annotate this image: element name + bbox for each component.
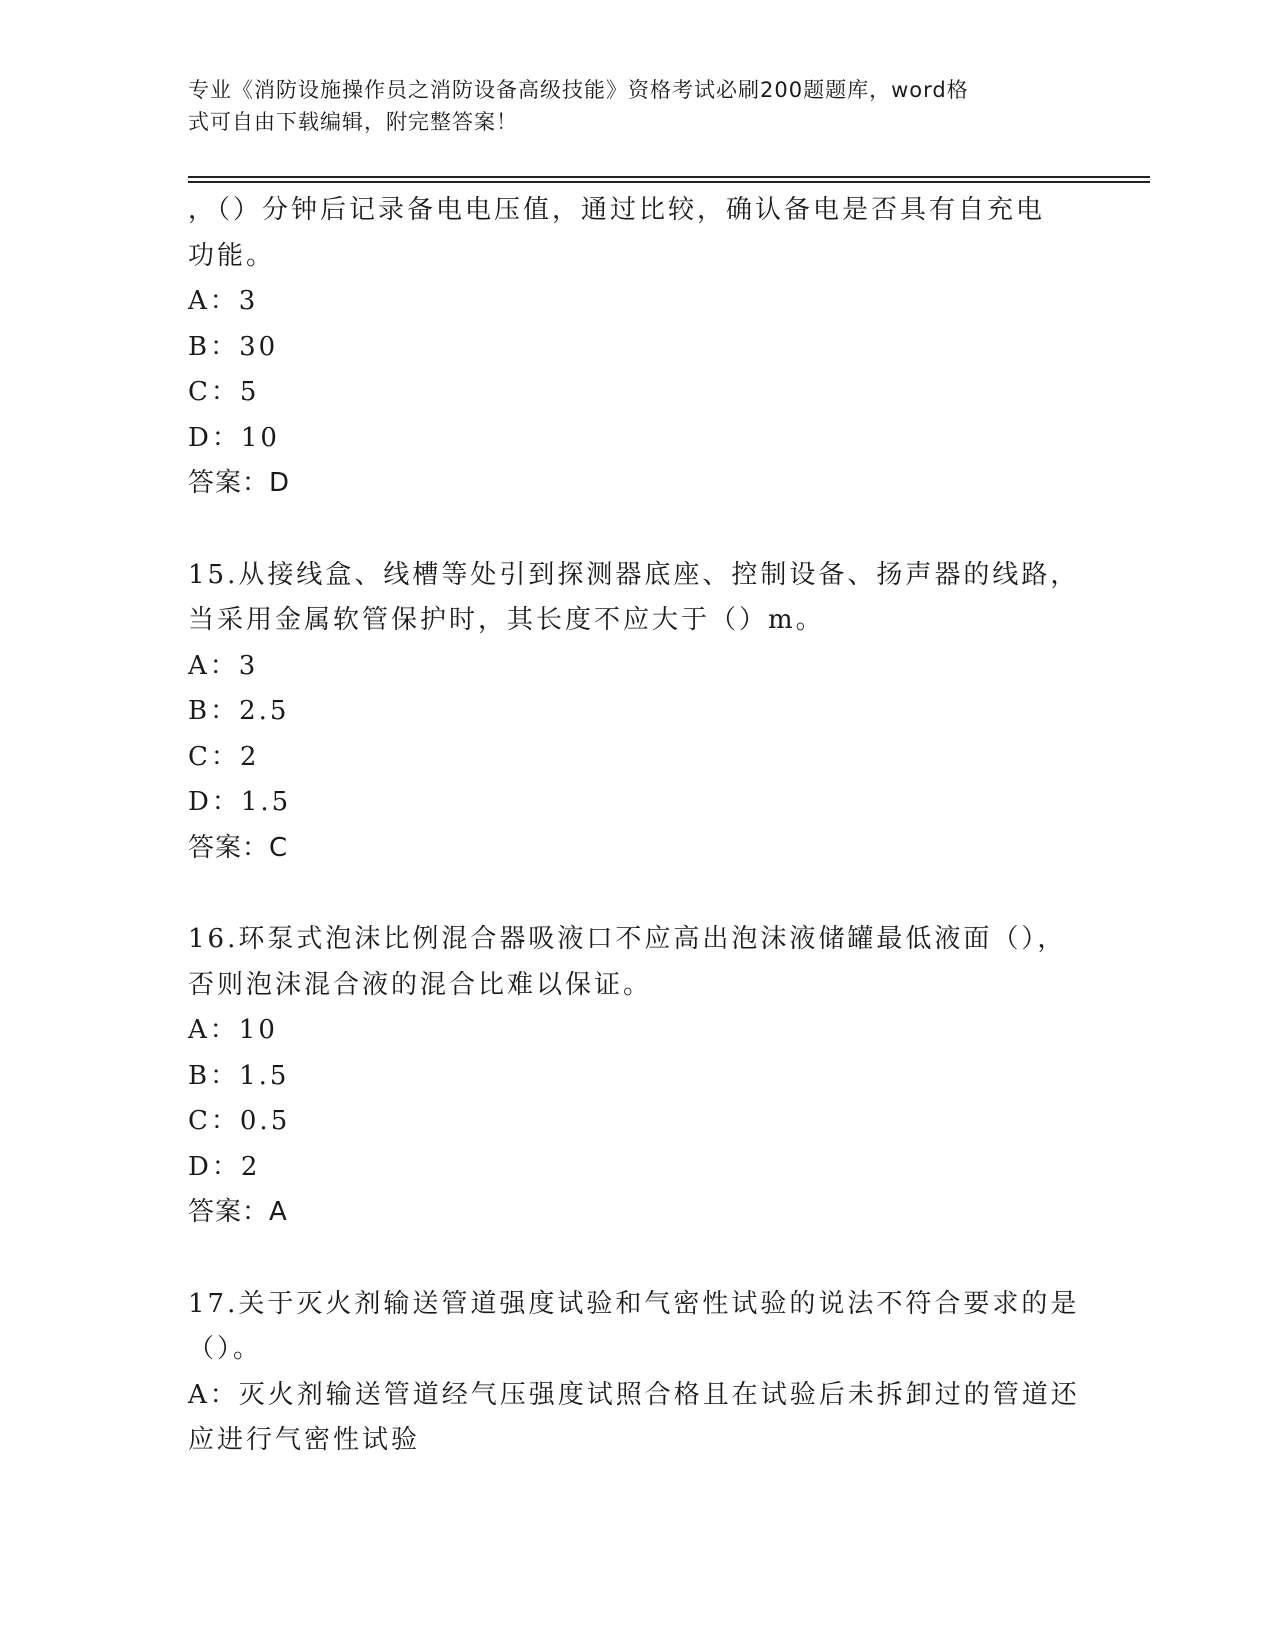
question-stem-line: 当采用金属软管保护时，其长度不应大于（）m。 — [188, 605, 825, 635]
option-b: B：1.5 — [188, 1060, 290, 1091]
question-spacer — [188, 507, 1088, 553]
question-list — [188, 188, 1088, 1464]
option-d: D：1.5 — [188, 787, 292, 817]
option-b: B：30 — [188, 331, 279, 362]
option-c: C：0.5 — [188, 1106, 291, 1136]
option-a: A：10 — [188, 1015, 278, 1045]
option-d: D：2 — [188, 1151, 261, 1182]
question-stem-line: ，（）分钟后记录备电电压值，通过比较，确认备电是否具有自充电 — [188, 195, 1046, 225]
question-14 — [188, 188, 1088, 507]
answer-line: 答案：D — [188, 468, 291, 498]
question-stem-line: 否则泡沫混合液的混合比难以保证。 — [188, 969, 653, 1000]
option-c: C：5 — [188, 377, 260, 407]
option-b: B：2.5 — [188, 696, 290, 726]
question-17 — [188, 1282, 1088, 1464]
question-16 — [188, 917, 1088, 1236]
question-stem-line: （）。 — [188, 1334, 263, 1364]
question-stem-line: 17.关于灭火剂输送管道强度试验和气密性试验的说法不符合要求的是 — [188, 1288, 1080, 1319]
document-header — [188, 74, 1068, 138]
question-stem-line: 16.环泵式泡沫比例混合器吸液口不应高出泡沫液储罐最低液面（）， — [188, 924, 1067, 954]
question-stem-line: 15.从接线盒、线槽等处引到探测器底座、控制设备、扬声器的线路， — [188, 559, 1080, 590]
header-line-2: 式可自由下载编辑，附完整答案！ — [188, 110, 518, 134]
option-a: A：3 — [188, 286, 259, 316]
option-a: A：3 — [188, 650, 259, 681]
option-c: C：2 — [188, 741, 260, 772]
question-stem-line: 功能。 — [188, 240, 276, 271]
question-spacer — [188, 871, 1088, 917]
answer-line: 答案：C — [188, 832, 289, 863]
option-a-continued: 应进行气密性试验 — [188, 1425, 421, 1455]
header-line-1: 专业《消防设施操作员之消防设备高级技能》资格考试必刷200题题库，word格 — [188, 78, 969, 102]
header-divider-bottom — [188, 181, 1150, 183]
header-divider-top — [188, 176, 1150, 178]
option-a: A：灭火剂输送管道经气压强度试照合格且在试验后未拆卸过的管道还 — [188, 1379, 1080, 1410]
question-15 — [188, 553, 1088, 872]
question-spacer — [188, 1236, 1088, 1282]
answer-line: 答案：A — [188, 1197, 288, 1227]
option-d: D：10 — [188, 422, 280, 453]
